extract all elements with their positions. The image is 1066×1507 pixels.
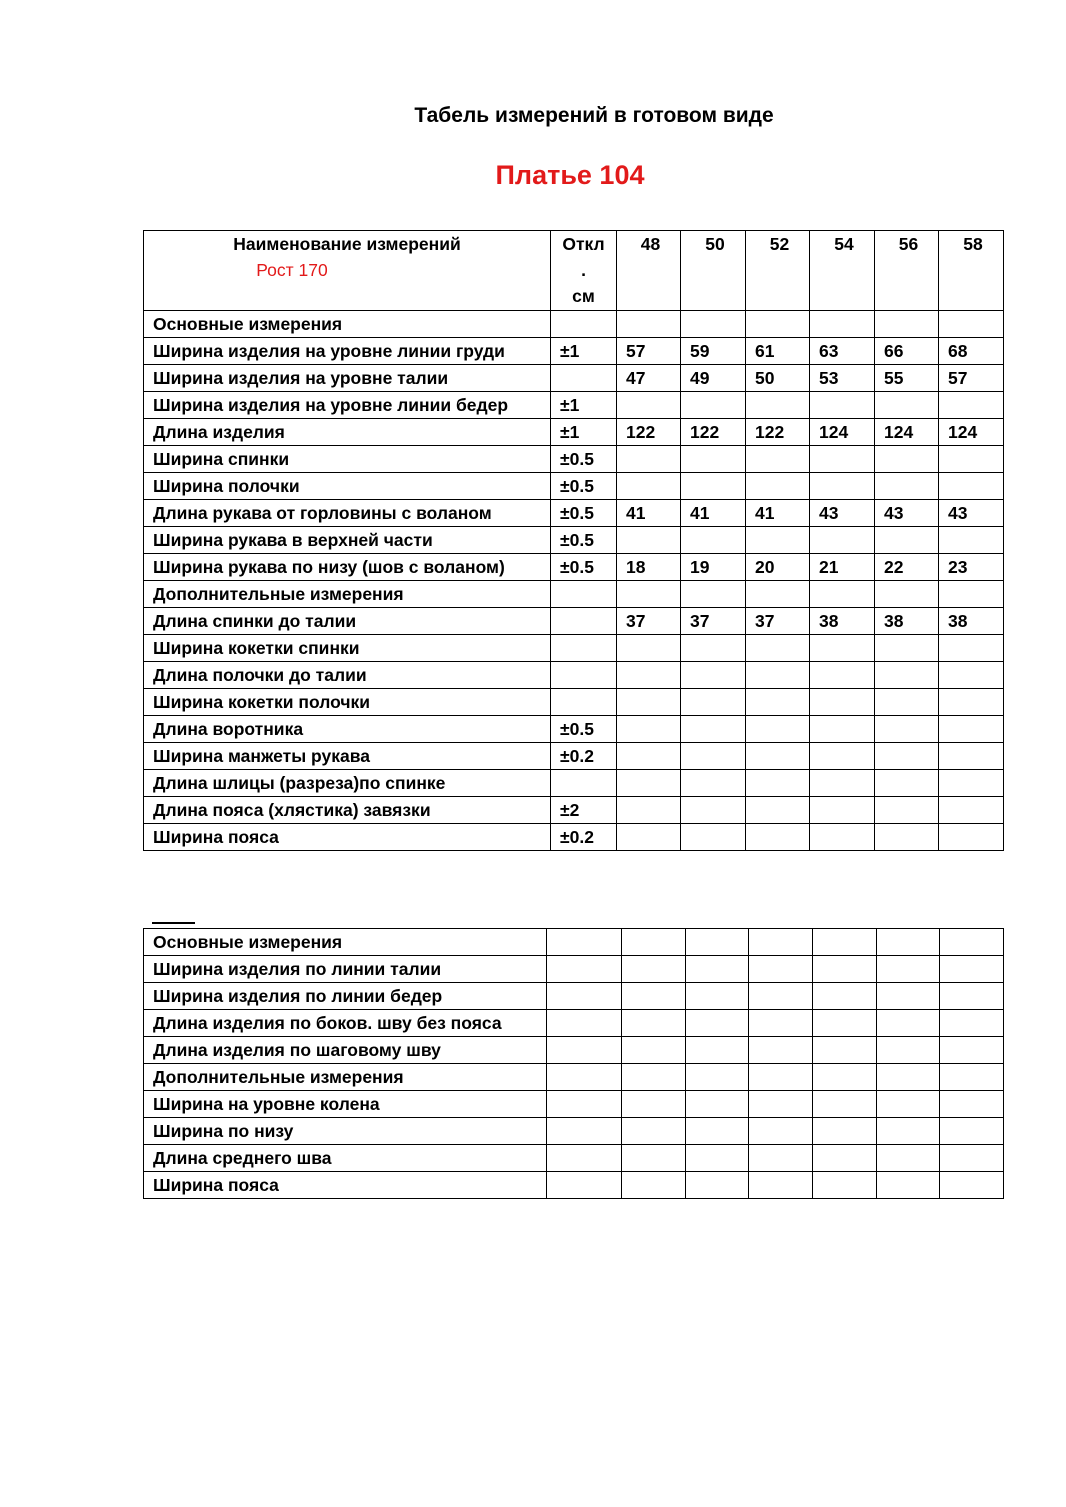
header-size: 50 — [681, 231, 746, 311]
deviation-cell: ±2 — [551, 797, 617, 824]
table-row — [144, 554, 1004, 581]
empty-cell — [686, 983, 749, 1010]
value-cell — [875, 689, 939, 716]
value-cell — [810, 824, 875, 851]
separator-line — [152, 922, 195, 924]
value-cell: 122 — [746, 419, 810, 446]
measurement-name: Ширина изделия на уровне линии груди — [144, 338, 551, 365]
value-cell — [810, 581, 875, 608]
table-row — [144, 581, 1004, 608]
empty-cell — [877, 929, 940, 956]
value-cell: 63 — [810, 338, 875, 365]
value-cell — [746, 311, 810, 338]
header-size: 58 — [939, 231, 1004, 311]
value-cell — [875, 662, 939, 689]
value-cell — [681, 473, 746, 500]
deviation-cell — [551, 770, 617, 797]
value-cell: 57 — [617, 338, 681, 365]
table-row — [144, 1064, 1004, 1091]
empty-cell — [749, 956, 813, 983]
measurement-name: Ширина изделия по линии бедер — [144, 983, 547, 1010]
header-size: 54 — [810, 231, 875, 311]
table-row — [144, 338, 1004, 365]
value-cell — [746, 635, 810, 662]
empty-cell — [749, 1091, 813, 1118]
value-cell: 38 — [939, 608, 1004, 635]
table-row — [144, 716, 1004, 743]
table-row — [144, 983, 1004, 1010]
value-cell — [875, 797, 939, 824]
table-row — [144, 689, 1004, 716]
table-row — [144, 635, 1004, 662]
value-cell — [681, 635, 746, 662]
empty-cell — [622, 956, 686, 983]
value-cell — [617, 311, 681, 338]
value-cell — [746, 662, 810, 689]
value-cell — [939, 824, 1004, 851]
value-cell — [939, 473, 1004, 500]
value-cell — [810, 527, 875, 554]
value-cell — [939, 311, 1004, 338]
value-cell — [810, 743, 875, 770]
empty-cell — [813, 929, 877, 956]
empty-cell — [749, 1064, 813, 1091]
deviation-cell — [551, 689, 617, 716]
empty-cell — [940, 1010, 1004, 1037]
measurement-name: Ширина кокетки полочки — [144, 689, 551, 716]
measurement-name: Длина спинки до талии — [144, 608, 551, 635]
empty-cell — [813, 1091, 877, 1118]
value-cell — [939, 662, 1004, 689]
table-row — [144, 473, 1004, 500]
measurement-name: Основные измерения — [144, 929, 547, 956]
empty-cell — [686, 1172, 749, 1199]
table-row — [144, 392, 1004, 419]
table-row — [144, 1172, 1004, 1199]
value-cell: 53 — [810, 365, 875, 392]
header-size: 48 — [617, 231, 681, 311]
value-cell — [875, 392, 939, 419]
deviation-cell: ±0.5 — [551, 716, 617, 743]
deviation-cell: ±1 — [551, 392, 617, 419]
empty-cell — [813, 1010, 877, 1037]
value-cell — [746, 527, 810, 554]
empty-cell — [622, 1091, 686, 1118]
header-measurement-name — [144, 231, 551, 311]
measurement-name: Длина среднего шва — [144, 1145, 547, 1172]
value-cell — [810, 446, 875, 473]
table-row — [144, 770, 1004, 797]
value-cell — [939, 581, 1004, 608]
empty-cell — [749, 983, 813, 1010]
deviation-cell: ±0.2 — [551, 824, 617, 851]
empty-cell — [547, 1010, 622, 1037]
empty-cell — [813, 983, 877, 1010]
value-cell: 122 — [681, 419, 746, 446]
empty-cell — [813, 1172, 877, 1199]
value-cell: 37 — [681, 608, 746, 635]
value-cell — [681, 392, 746, 419]
empty-cell — [686, 1091, 749, 1118]
value-cell — [617, 662, 681, 689]
empty-cell — [877, 1172, 940, 1199]
deviation-cell: ±0.5 — [551, 554, 617, 581]
value-cell: 37 — [617, 608, 681, 635]
measurement-name: Ширина изделия по линии талии — [144, 956, 547, 983]
value-cell: 68 — [939, 338, 1004, 365]
value-cell — [810, 392, 875, 419]
empty-cell — [547, 983, 622, 1010]
measurement-name: Ширина рукава в верхней части — [144, 527, 551, 554]
measurement-name: Длина полочки до талии — [144, 662, 551, 689]
value-cell: 43 — [939, 500, 1004, 527]
value-cell: 43 — [810, 500, 875, 527]
measurement-name: Ширина изделия на уровне линии бедер — [144, 392, 551, 419]
value-cell: 57 — [939, 365, 1004, 392]
empty-cell — [622, 929, 686, 956]
table-row — [144, 929, 1004, 956]
value-cell — [681, 311, 746, 338]
value-cell — [617, 473, 681, 500]
value-cell: 22 — [875, 554, 939, 581]
value-cell: 21 — [810, 554, 875, 581]
measurement-name: Ширина рукава по низу (шов с воланом) — [144, 554, 551, 581]
value-cell: 50 — [746, 365, 810, 392]
value-cell — [617, 824, 681, 851]
value-cell: 47 — [617, 365, 681, 392]
value-cell — [810, 689, 875, 716]
table-row — [144, 527, 1004, 554]
header-deviation: Откл . см — [551, 231, 617, 311]
empty-cell — [749, 1172, 813, 1199]
deviation-cell: ±0.5 — [551, 527, 617, 554]
table-row — [144, 824, 1004, 851]
value-cell: 41 — [617, 500, 681, 527]
measurement-name: Длина изделия по шаговому шву — [144, 1037, 547, 1064]
value-cell: 18 — [617, 554, 681, 581]
value-cell — [681, 797, 746, 824]
value-cell — [746, 797, 810, 824]
value-cell: 124 — [875, 419, 939, 446]
value-cell — [617, 689, 681, 716]
value-cell — [875, 473, 939, 500]
value-cell — [681, 581, 746, 608]
value-cell — [875, 446, 939, 473]
table-row — [144, 419, 1004, 446]
value-cell — [746, 743, 810, 770]
empty-cell — [686, 1064, 749, 1091]
value-cell — [617, 797, 681, 824]
value-cell — [875, 716, 939, 743]
measurement-name: Длина рукава от горловины с воланом — [144, 500, 551, 527]
measurement-name: Длина шлицы (разреза)по спинке — [144, 770, 551, 797]
deviation-cell — [551, 581, 617, 608]
value-cell — [939, 446, 1004, 473]
table-row — [144, 743, 1004, 770]
value-cell — [939, 716, 1004, 743]
table-row — [144, 956, 1004, 983]
deviation-cell: ±0.5 — [551, 446, 617, 473]
measurement-name: Длина изделия — [144, 419, 551, 446]
value-cell — [875, 824, 939, 851]
table-row — [144, 797, 1004, 824]
empty-cell — [622, 1064, 686, 1091]
value-cell — [681, 716, 746, 743]
value-cell: 122 — [617, 419, 681, 446]
value-cell: 20 — [746, 554, 810, 581]
deviation-cell — [551, 365, 617, 392]
measurement-name: Ширина по низу — [144, 1118, 547, 1145]
empty-cell — [686, 956, 749, 983]
value-cell — [746, 473, 810, 500]
measurement-name: Длина пояса (хлястика) завязки — [144, 797, 551, 824]
empty-cell — [877, 1064, 940, 1091]
value-cell — [939, 392, 1004, 419]
deviation-cell: ±0.5 — [551, 500, 617, 527]
value-cell — [617, 770, 681, 797]
empty-cell — [940, 956, 1004, 983]
value-cell — [617, 716, 681, 743]
measurement-name: Ширина кокетки спинки — [144, 635, 551, 662]
empty-cell — [749, 1145, 813, 1172]
measurement-name: Ширина изделия на уровне талии — [144, 365, 551, 392]
empty-cell — [813, 1145, 877, 1172]
value-cell: 43 — [875, 500, 939, 527]
header-name-label: Наименование измерений — [233, 234, 461, 254]
value-cell — [939, 797, 1004, 824]
measurement-name: Основные измерения — [144, 311, 551, 338]
measurement-name: Ширина манжеты рукава — [144, 743, 551, 770]
empty-cell — [622, 1172, 686, 1199]
empty-cell — [940, 1037, 1004, 1064]
empty-cell — [686, 929, 749, 956]
empty-cell — [877, 1091, 940, 1118]
value-cell — [939, 770, 1004, 797]
value-cell — [681, 743, 746, 770]
value-cell — [746, 824, 810, 851]
header-size: 56 — [875, 231, 939, 311]
value-cell — [875, 581, 939, 608]
empty-cell — [749, 1037, 813, 1064]
empty-cell — [940, 929, 1004, 956]
empty-cell — [940, 1064, 1004, 1091]
empty-cell — [547, 1064, 622, 1091]
deviation-cell: ±0.5 — [551, 473, 617, 500]
deviation-cell: ±1 — [551, 338, 617, 365]
table-row — [144, 446, 1004, 473]
measurements-table — [143, 230, 1004, 851]
measurement-name: Длина изделия по боков. шву без пояса — [144, 1010, 547, 1037]
value-cell — [939, 635, 1004, 662]
value-cell — [617, 392, 681, 419]
value-cell — [875, 527, 939, 554]
value-cell — [875, 311, 939, 338]
table-row — [144, 365, 1004, 392]
value-cell — [681, 770, 746, 797]
value-cell: 55 — [875, 365, 939, 392]
value-cell — [939, 689, 1004, 716]
empty-cell — [622, 1145, 686, 1172]
deviation-cell: ±0.2 — [551, 743, 617, 770]
table-row — [144, 311, 1004, 338]
empty-cell — [877, 983, 940, 1010]
deviation-cell — [551, 608, 617, 635]
value-cell: 38 — [875, 608, 939, 635]
empty-cell — [940, 983, 1004, 1010]
empty-cell — [547, 956, 622, 983]
empty-cell — [686, 1118, 749, 1145]
empty-cell — [547, 1091, 622, 1118]
value-cell — [939, 527, 1004, 554]
value-cell — [810, 797, 875, 824]
deviation-cell: ±1 — [551, 419, 617, 446]
value-cell — [875, 770, 939, 797]
value-cell — [810, 770, 875, 797]
measurement-name: Длина воротника — [144, 716, 551, 743]
value-cell: 38 — [810, 608, 875, 635]
value-cell — [681, 824, 746, 851]
value-cell — [746, 716, 810, 743]
value-cell — [810, 473, 875, 500]
empty-cell — [813, 1118, 877, 1145]
empty-cell — [940, 1172, 1004, 1199]
product-title: Платье 104 — [495, 160, 645, 190]
empty-cell — [686, 1010, 749, 1037]
table-row — [144, 608, 1004, 635]
value-cell — [617, 527, 681, 554]
empty-cell — [622, 1010, 686, 1037]
value-cell — [875, 635, 939, 662]
measurement-name: Дополнительные измерения — [144, 581, 551, 608]
empty-cell — [749, 929, 813, 956]
measurement-name: Ширина спинки — [144, 446, 551, 473]
deviation-cell — [551, 635, 617, 662]
empty-cell — [622, 1037, 686, 1064]
measurement-name: Ширина пояса — [144, 824, 551, 851]
value-cell — [681, 446, 746, 473]
empty-cell — [547, 1145, 622, 1172]
value-cell — [746, 446, 810, 473]
value-cell — [617, 743, 681, 770]
document-title: Табель измерений в готовом виде — [414, 104, 774, 127]
empty-cell — [877, 1118, 940, 1145]
value-cell — [810, 716, 875, 743]
value-cell: 37 — [746, 608, 810, 635]
value-cell — [746, 392, 810, 419]
value-cell: 49 — [681, 365, 746, 392]
empty-cell — [877, 1010, 940, 1037]
header-size: 52 — [746, 231, 810, 311]
value-cell: 124 — [939, 419, 1004, 446]
measurement-name: Ширина пояса — [144, 1172, 547, 1199]
deviation-cell — [551, 311, 617, 338]
empty-cell — [877, 956, 940, 983]
value-cell — [617, 581, 681, 608]
empty-cell — [547, 929, 622, 956]
measurement-name: Ширина на уровне колена — [144, 1091, 547, 1118]
value-cell — [681, 662, 746, 689]
value-cell: 59 — [681, 338, 746, 365]
value-cell: 61 — [746, 338, 810, 365]
empty-cell — [877, 1145, 940, 1172]
value-cell — [617, 446, 681, 473]
value-cell — [681, 527, 746, 554]
empty-cell — [686, 1145, 749, 1172]
value-cell: 41 — [681, 500, 746, 527]
value-cell: 19 — [681, 554, 746, 581]
value-cell — [939, 743, 1004, 770]
table-header-row — [144, 231, 1004, 311]
value-cell: 41 — [746, 500, 810, 527]
empty-cell — [749, 1118, 813, 1145]
empty-cell — [813, 1037, 877, 1064]
value-cell — [810, 662, 875, 689]
table-row — [144, 1010, 1004, 1037]
empty-cell — [940, 1118, 1004, 1145]
deviation-cell — [551, 662, 617, 689]
empty-cell — [940, 1145, 1004, 1172]
empty-cell — [813, 956, 877, 983]
empty-cell — [749, 1010, 813, 1037]
value-cell: 66 — [875, 338, 939, 365]
empty-cell — [940, 1091, 1004, 1118]
empty-cell — [547, 1118, 622, 1145]
empty-cell — [622, 1118, 686, 1145]
empty-cell — [813, 1064, 877, 1091]
value-cell — [810, 311, 875, 338]
empty-cell — [547, 1037, 622, 1064]
empty-cell — [877, 1037, 940, 1064]
table-row — [144, 1037, 1004, 1064]
empty-cell — [622, 983, 686, 1010]
value-cell — [810, 635, 875, 662]
value-cell — [681, 689, 746, 716]
measurement-name: Дополнительные измерения — [144, 1064, 547, 1091]
header-height-label: Рост 170 — [256, 260, 328, 280]
table-row — [144, 500, 1004, 527]
value-cell: 124 — [810, 419, 875, 446]
value-cell: 23 — [939, 554, 1004, 581]
table-row — [144, 1118, 1004, 1145]
pants-measurements-table — [143, 928, 1004, 1199]
empty-cell — [547, 1172, 622, 1199]
value-cell — [746, 770, 810, 797]
value-cell — [617, 635, 681, 662]
value-cell — [746, 581, 810, 608]
value-cell — [746, 689, 810, 716]
value-cell — [875, 743, 939, 770]
table-row — [144, 662, 1004, 689]
measurement-name: Ширина полочки — [144, 473, 551, 500]
table-row — [144, 1145, 1004, 1172]
empty-cell — [686, 1037, 749, 1064]
table-row — [144, 1091, 1004, 1118]
